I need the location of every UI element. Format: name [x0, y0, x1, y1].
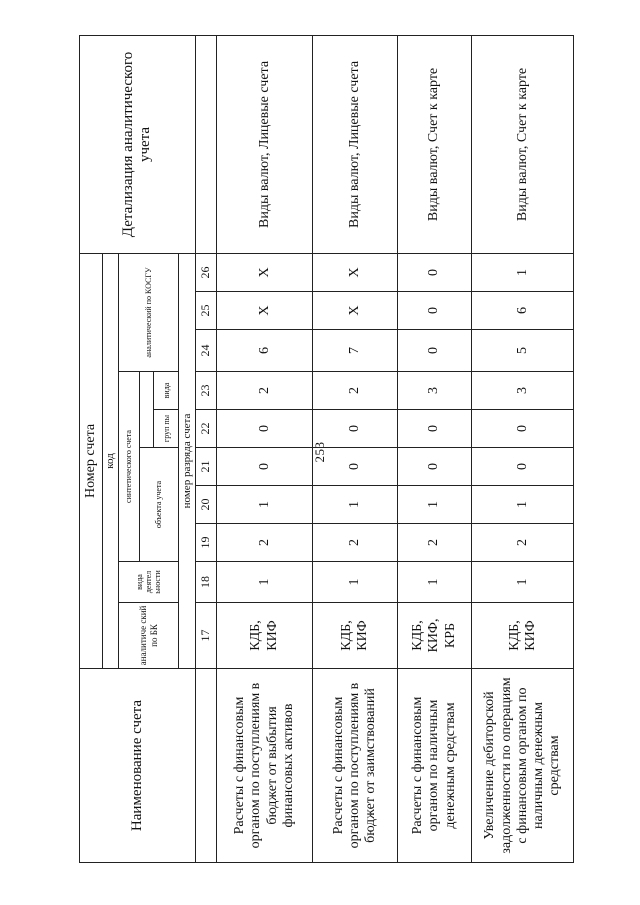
- header-analytic-bk: аналитиче ский по БК: [119, 603, 179, 669]
- table-row: [217, 35, 312, 862]
- header-object: объекта учета: [139, 448, 178, 562]
- digit-cell: 2: [312, 524, 397, 562]
- digit-col-17: 17: [195, 603, 217, 669]
- digit-cell: 0: [397, 410, 472, 448]
- digit-cell: X: [217, 292, 312, 330]
- header-analytic-detail: Детализация аналитического учета: [80, 35, 196, 253]
- digit-col-24: 24: [195, 330, 217, 372]
- digit-cell: 7: [312, 330, 397, 372]
- digit-cell: 0: [312, 448, 397, 486]
- digit-cell: 1: [397, 562, 472, 603]
- digit-number-row: [195, 35, 217, 862]
- digit-cell: 2: [217, 524, 312, 562]
- digit-cell: 1: [472, 486, 574, 524]
- digit-cell: 1: [217, 486, 312, 524]
- digit-cell: 0: [397, 253, 472, 291]
- digit-col-21: 21: [195, 448, 217, 486]
- table-row: [312, 35, 397, 862]
- header-group: груп пы: [154, 410, 179, 448]
- digit-cell: X: [312, 253, 397, 291]
- digit-cell: X: [312, 292, 397, 330]
- detail-cell: Виды валют, Лицевые счета: [312, 35, 397, 253]
- digit-col-26: 26: [195, 253, 217, 291]
- account-name-cell: Расчеты с финансовым органом по поступлениям в бюджет от заимствований: [312, 669, 397, 863]
- digit-cell: 6: [217, 330, 312, 372]
- header-account-number: Номер счета: [80, 253, 103, 668]
- empty-cell: [195, 669, 217, 863]
- digit-col-19: 19: [195, 524, 217, 562]
- bk-cell: КДБ, КИФ: [217, 603, 312, 669]
- header-account-name: Наименование счета: [80, 669, 196, 863]
- digit-cell: 3: [397, 372, 472, 410]
- digit-col-20: 20: [195, 486, 217, 524]
- header-synthetic: синтетического счета: [119, 372, 140, 562]
- bk-cell: КДБ, КИФ: [312, 603, 397, 669]
- digit-cell: 0: [217, 448, 312, 486]
- header-kind: вида: [154, 372, 179, 410]
- digit-col-18: 18: [195, 562, 217, 603]
- digit-cell: 0: [217, 410, 312, 448]
- digit-cell: 0: [397, 292, 472, 330]
- digit-cell: 1: [397, 486, 472, 524]
- bk-cell: КДБ, КИФ: [472, 603, 574, 669]
- detail-cell: Виды валют, Счет к карте: [397, 35, 472, 253]
- digit-cell: 0: [472, 410, 574, 448]
- digit-cell: 2: [397, 524, 472, 562]
- digit-cell: 0: [312, 410, 397, 448]
- digit-cell: 6: [472, 292, 574, 330]
- digit-col-23: 23: [195, 372, 217, 410]
- digit-cell: 1: [217, 562, 312, 603]
- page-number: 253: [312, 441, 327, 463]
- bk-cell: КДБ, КИФ, КРБ: [397, 603, 472, 669]
- header-code: код: [102, 253, 118, 668]
- digit-cell: 3: [472, 372, 574, 410]
- digit-cell: 1: [312, 562, 397, 603]
- digit-cell: X: [217, 253, 312, 291]
- digit-col-25: 25: [195, 292, 217, 330]
- table-row: [397, 35, 472, 862]
- account-name-cell: Расчеты с финансовым органом по наличным денежным средствам: [397, 669, 472, 863]
- header-activity-type: вида деятел ьности: [119, 562, 179, 603]
- digit-cell: 0: [397, 448, 472, 486]
- header-numeric: [139, 372, 154, 448]
- digit-col-22: 22: [195, 410, 217, 448]
- header-analytic-kosgu: аналитический по КОСГУ: [119, 253, 179, 371]
- digit-cell: 2: [217, 372, 312, 410]
- table-row: [472, 35, 574, 862]
- digit-cell: 0: [397, 330, 472, 372]
- detail-cell: Виды валют, Счет к карте: [472, 35, 574, 253]
- digit-cell: 2: [472, 524, 574, 562]
- empty-cell: [195, 35, 217, 253]
- digit-cell: 2: [312, 372, 397, 410]
- accounts-table: [79, 35, 574, 863]
- detail-cell: Виды валют, Лицевые счета: [217, 35, 312, 253]
- rotated-table-wrapper: [79, 36, 574, 863]
- digit-cell: 1: [472, 562, 574, 603]
- account-name-cell: Увеличение дебиторской задолженности по операциям с финансовым органом по наличным денежным средствам: [472, 669, 574, 863]
- digit-cell: 1: [312, 486, 397, 524]
- account-name-cell: Расчеты с финансовым органом по поступлениям в бюджет от выбытия финансовых активов: [217, 669, 312, 863]
- header-digit-number: номер разряда счета: [179, 253, 196, 668]
- digit-cell: 1: [472, 253, 574, 291]
- digit-cell: 0: [472, 448, 574, 486]
- digit-cell: 5: [472, 330, 574, 372]
